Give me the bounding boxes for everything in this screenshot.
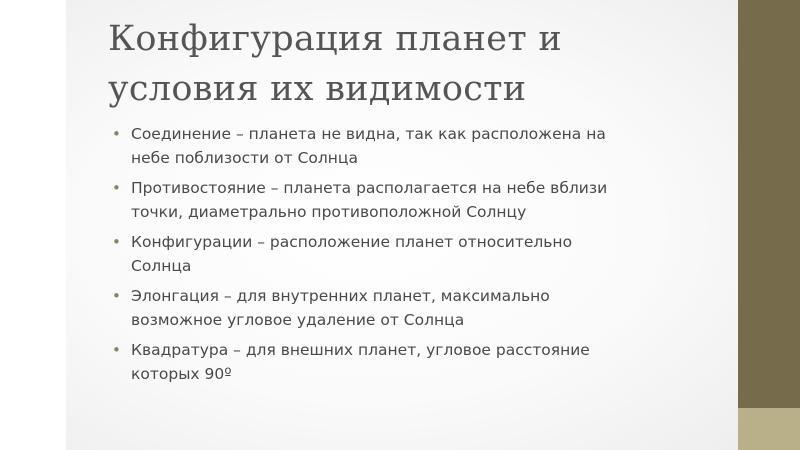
slide-title [108, 14, 718, 114]
accent-bar [738, 0, 800, 408]
bullet-text-line-1: Соединение – планета не видна, так как расположена на [131, 125, 606, 143]
bullet-dot-icon: • [112, 233, 121, 251]
bullet-dot-icon: • [112, 341, 121, 359]
bullet-item-conjunction [112, 123, 712, 170]
bullet-text-line-1: Конфигурации – расположение планет относительно [131, 233, 573, 251]
bullet-dot-icon: • [112, 125, 121, 143]
bullet-item-elongation [112, 285, 712, 332]
bullet-text-line-2: которых 90º [131, 364, 232, 383]
presentation-slide [66, 0, 738, 450]
slide-title-line-2: условия их видимости [108, 69, 527, 109]
bullet-list [112, 123, 712, 393]
accent-bar-lower [738, 408, 800, 450]
bullet-item-configurations [112, 231, 712, 278]
bullet-dot-icon: • [112, 287, 121, 305]
bullet-text-line-2: Солнца [131, 256, 192, 275]
bullet-text-line-1: Элонгация – для внутренних планет, максимально [131, 287, 550, 305]
bullet-dot-icon: • [112, 179, 121, 197]
bullet-item-opposition [112, 177, 712, 224]
slide-title-line-1: Конфигурация планет и [108, 19, 563, 59]
bullet-text-line-2: возможное угловое удаление от Солнца [131, 310, 465, 329]
bullet-text-line-1: Противостояние – планета располагается на небе вблизи [131, 179, 608, 197]
bullet-text-line-2: небе поблизости от Солнца [131, 148, 358, 167]
bullet-text-line-1: Квадратура – для внешних планет, угловое расстояние [131, 341, 590, 359]
bullet-text-line-2: точки, диаметрально противоположной Солнцу [131, 202, 527, 221]
bullet-item-quadrature [112, 339, 712, 386]
